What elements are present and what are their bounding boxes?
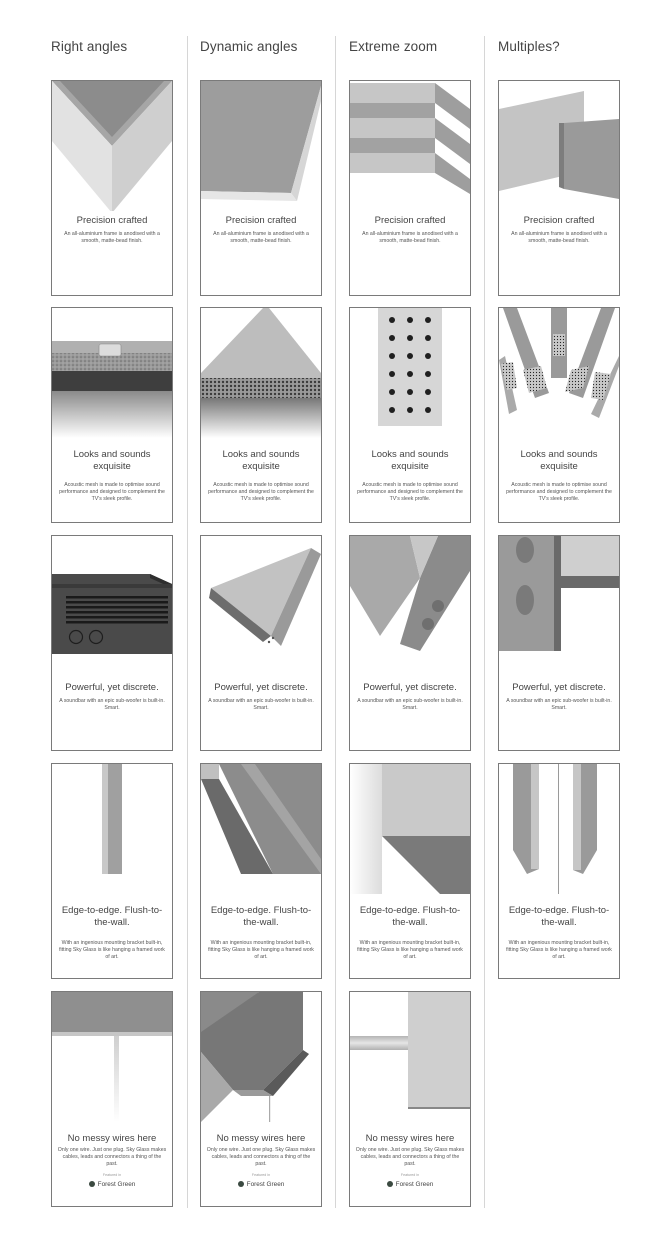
card-looks-right-angles[interactable] (51, 307, 173, 523)
card-title: Powerful, yet discrete. (214, 682, 308, 693)
card-body: Only one wire. Just one plug. Sky Glass makes cables, leads and connectors a thing of the past. (355, 1147, 465, 1167)
card-title: Powerful, yet discrete. (512, 682, 606, 693)
card-wires-dynamic-angles[interactable] (200, 991, 322, 1207)
presented-in-label: Featured in (400, 1173, 420, 1177)
card-body: A soundbar with an epic sub-woofer is built-in. Smart. (357, 698, 463, 711)
card-title: Precision crafted (76, 215, 148, 226)
card-title: No messy wires here (67, 1133, 157, 1144)
card-title: No messy wires here (216, 1133, 306, 1144)
column-divider (187, 36, 188, 1208)
column-divider (484, 36, 485, 1208)
card-title: Looks and sounds exquisite (371, 449, 449, 472)
multiple-frames-image (499, 81, 619, 211)
card-wires-extreme-zoom[interactable] (349, 991, 471, 1207)
card-body: A soundbar with an epic sub-woofer is built-in. Smart. (506, 698, 612, 711)
color-swatch-row (201, 1181, 321, 1188)
layered-frame-image (350, 81, 470, 211)
card-body: Acoustic mesh is made to optimise sound performance and designed to complement the TV's sleek profile. (208, 482, 314, 502)
card-looks-dynamic-angles[interactable] (200, 307, 322, 523)
column-header-extreme-zoom: Extreme zoom (349, 39, 438, 54)
column-divider (335, 36, 336, 1208)
color-swatch-row (52, 1181, 172, 1188)
column-header-right-angles: Right angles (51, 39, 128, 54)
card-edge-multiples[interactable] (498, 763, 620, 979)
edge-bracket-image (201, 764, 321, 894)
card-title: Precision crafted (374, 215, 446, 226)
soundbar-vents-image (52, 536, 172, 666)
card-body: Acoustic mesh is made to optimise sound performance and designed to complement the TV's sleek profile. (59, 482, 165, 502)
color-name: Forest Green (395, 1181, 434, 1188)
card-powerful-right-angles[interactable] (51, 535, 173, 751)
card-wires-right-angles[interactable] (51, 991, 173, 1207)
presented-in-label: Featured in (102, 1173, 122, 1177)
card-body: Only one wire. Just one plug. Sky Glass makes cables, leads and connectors a thing of the past. (57, 1147, 167, 1167)
forest-green-swatch-icon (387, 1181, 393, 1187)
card-body: With an ingenious mounting bracket built-in, fitting Sky Glass is like hanging a framed work of art. (357, 940, 463, 960)
edge-columns-image (499, 764, 619, 894)
color-name: Forest Green (97, 1181, 136, 1188)
column-header-multiples: Multiples? (498, 39, 560, 54)
card-body: With an ingenious mounting bracket built-in, fitting Sky Glass is like hanging a framed work of art. (506, 940, 612, 960)
frame-edge-image (201, 81, 321, 211)
card-powerful-dynamic-angles[interactable] (200, 535, 322, 751)
card-title: Edge-to-edge. Flush-to-the-wall. (359, 905, 461, 928)
column-header-dynamic-angles: Dynamic angles (200, 39, 298, 54)
card-precision-right-angles[interactable] (51, 80, 173, 296)
card-title: No messy wires here (365, 1133, 455, 1144)
color-swatch-row (350, 1181, 470, 1188)
card-title: Edge-to-edge. Flush-to-the-wall. (61, 905, 163, 928)
card-body: An all-aluminium frame is anodised with a smooth, matte-bead finish. (213, 231, 309, 244)
card-edge-extreme-zoom[interactable] (349, 763, 471, 979)
card-precision-extreme-zoom[interactable] (349, 80, 471, 296)
card-body: An all-aluminium frame is anodised with a smooth, matte-bead finish. (64, 231, 160, 244)
card-looks-multiples[interactable] (498, 307, 620, 523)
card-body: A soundbar with an epic sub-woofer is built-in. Smart. (59, 698, 165, 711)
card-title: Powerful, yet discrete. (65, 682, 159, 693)
card-edge-dynamic-angles[interactable] (200, 763, 322, 979)
soundbar-panels-image (499, 536, 619, 666)
card-precision-multiples[interactable] (498, 80, 620, 296)
card-body: A soundbar with an epic sub-woofer is built-in. Smart. (208, 698, 314, 711)
card-body: Only one wire. Just one plug. Sky Glass makes cables, leads and connectors a thing of the past. (206, 1147, 316, 1167)
mesh-perspective-image (201, 308, 321, 438)
mesh-strips-image (499, 308, 619, 438)
card-title: Powerful, yet discrete. (363, 682, 457, 693)
card-body: Acoustic mesh is made to optimise sound performance and designed to complement the TV's sleek profile. (506, 482, 612, 502)
card-edge-right-angles[interactable] (51, 763, 173, 979)
card-body: With an ingenious mounting bracket built-in, fitting Sky Glass is like hanging a framed work of art. (208, 940, 314, 960)
card-title: Looks and sounds exquisite (222, 449, 300, 472)
edge-zoom-image (350, 764, 470, 894)
card-title: Edge-to-edge. Flush-to-the-wall. (210, 905, 312, 928)
card-title: Precision crafted (523, 215, 595, 226)
wire-under-tv-image (52, 992, 172, 1122)
card-body: An all-aluminium frame is anodised with a smooth, matte-bead finish. (362, 231, 458, 244)
wire-zoom-image (350, 992, 470, 1122)
forest-green-swatch-icon (238, 1181, 244, 1187)
card-body: With an ingenious mounting bracket built-in, fitting Sky Glass is like hanging a framed work of art. (59, 940, 165, 960)
presented-in-label: Featured in (251, 1173, 271, 1177)
card-looks-extreme-zoom[interactable] (349, 307, 471, 523)
card-title: Edge-to-edge. Flush-to-the-wall. (508, 905, 610, 928)
card-title: Looks and sounds exquisite (520, 449, 598, 472)
card-title: Precision crafted (225, 215, 297, 226)
soundbar-angle-image (201, 536, 321, 666)
mesh-zoom-image (350, 308, 470, 438)
card-powerful-multiples[interactable] (498, 535, 620, 751)
card-body: An all-aluminium frame is anodised with a smooth, matte-bead finish. (511, 231, 607, 244)
frame-corner-image (52, 81, 172, 211)
thin-edge-image (52, 764, 172, 894)
speaker-mesh-image (52, 308, 172, 438)
card-body: Acoustic mesh is made to optimise sound performance and designed to complement the TV's sleek profile. (357, 482, 463, 502)
card-powerful-extreme-zoom[interactable] (349, 535, 471, 751)
forest-green-swatch-icon (89, 1181, 95, 1187)
soundbar-zoom-image (350, 536, 470, 666)
card-title: Looks and sounds exquisite (73, 449, 151, 472)
card-precision-dynamic-angles[interactable] (200, 80, 322, 296)
color-name: Forest Green (246, 1181, 285, 1188)
wire-angle-image (201, 992, 321, 1122)
